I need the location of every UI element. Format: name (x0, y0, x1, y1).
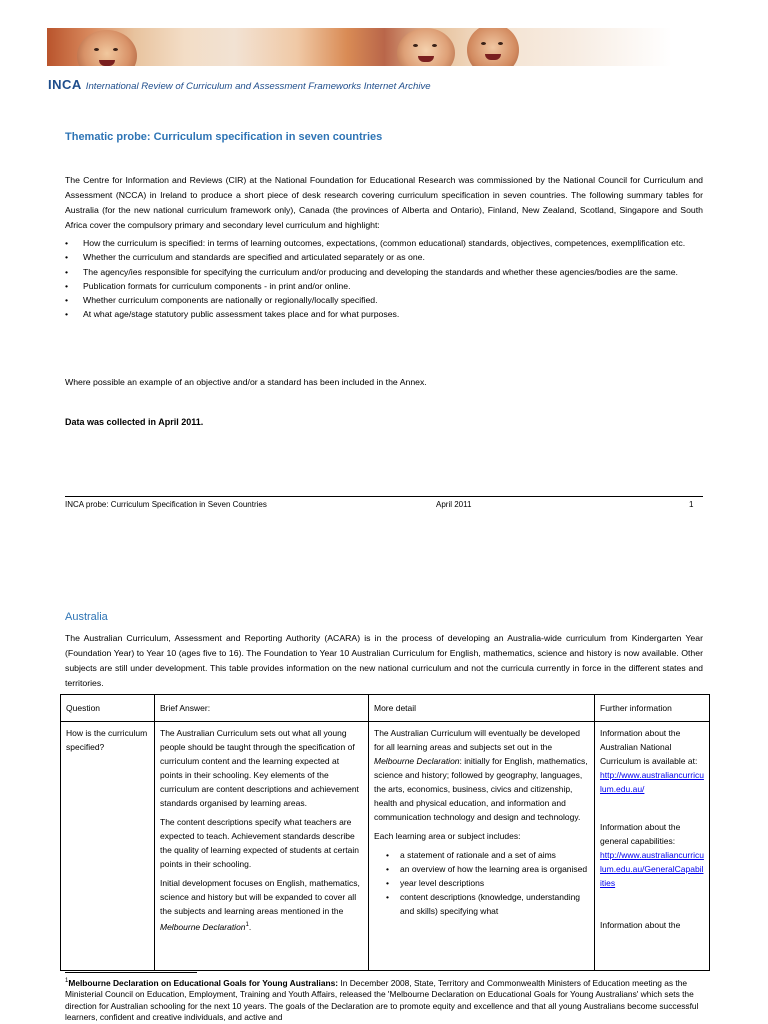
page-number: 1 (689, 500, 694, 509)
more-detail-cell (369, 722, 595, 971)
brief-paragraph: The content descriptions specify what teachers are expected to teach. Achievement standards describe the quality of learning expected of students at certain points in their schooling. (160, 817, 359, 869)
list-item: • At what age/stage statutory public assessment takes place and for what purposes. (65, 307, 703, 321)
header-banner-image (47, 28, 672, 66)
section-heading-australia: Australia (65, 611, 108, 623)
child-face-image (397, 28, 455, 66)
child-face-image (467, 28, 519, 66)
footnote-text: In December 2008, State, Territory and Commonwealth Ministers of Education meeting as the Ministerial Council on Education, Employment, Training and Youth Affairs, released the 'Melbourne Declaration on Educational Goals for Young Australians' which sets the direction for Australian schooling for the next 10 years. The goals of the Declaration are to promote equity and excellence and that all young Australians become successful learners, confident and creative individuals, and active and (65, 977, 699, 1023)
list-item: • The agency/ies responsible for specifying the curriculum and/or producing and developing the standards and whether these agencies/bodies are the same. (65, 265, 703, 279)
list-item: • year level descriptions (400, 876, 589, 890)
column-header: Further information (595, 695, 710, 722)
list-item: • content descriptions (knowledge, understanding and skills) specifying what (400, 890, 589, 918)
footer-date: April 2011 (436, 500, 472, 509)
list-item: • a statement of rationale and a set of aims (400, 848, 589, 862)
inca-logo: INCA (48, 77, 82, 92)
detail-paragraph: Each learning area or subject includes: (374, 831, 521, 841)
column-header: Question (61, 695, 155, 722)
child-face-image (77, 30, 137, 66)
annex-note: Where possible an example of an objective and/or a standard has been included in the Annex. (65, 377, 427, 387)
page-title: Thematic probe: Curriculum specification in seven countries (65, 131, 383, 143)
criteria-list (65, 236, 703, 322)
detail-list (374, 848, 589, 918)
table-row (61, 722, 710, 971)
info-text: Information about the Australian National Curriculum is available at: (600, 728, 698, 766)
column-header: More detail (369, 695, 595, 722)
list-item: • an overview of how the learning area is organised (400, 862, 589, 876)
info-text: Information about the general capabilities: (600, 822, 681, 846)
footnote-divider (65, 972, 197, 973)
footnote: $^1$Melbourne Declaration on Educational Goals for Young Australians: In December 2008, State, Territory and Commonwealth Ministers of Education meeting as the Ministerial Council on Education, Employment, Training and Youth Affairs, released the 'Melbourne Declaration on Educational Goals for Young Australians' which sets the direction for Australian schooling for the next 10 years. The goals of the Declaration are to promote equity and excellence and that all young Australians become successful learners, confident and creative individuals, and active and (65, 977, 699, 1023)
list-item: • Publication formats for curriculum components - in print and/or online. (65, 279, 703, 293)
data-collected-note: Data was collected in April 2011. (65, 417, 204, 427)
footnote-title: Melbourne Declaration on Educational Goals for Young Australians: (68, 977, 339, 988)
inca-header (48, 77, 431, 92)
inca-subtitle: International Review of Curriculum and Assessment Frameworks Internet Archive (85, 81, 431, 92)
footer-divider (65, 496, 703, 497)
further-info-cell (595, 722, 710, 971)
info-text: Information about the (600, 920, 681, 930)
brief-answer-cell (155, 722, 369, 971)
list-item: • Whether curriculum components are nationally or regionally/locally specified. (65, 293, 703, 307)
table-header-row (61, 695, 710, 722)
capabilities-link[interactable]: http://www.australiancurriculum.edu.au/GeneralCapabilities (600, 850, 704, 888)
australia-intro: The Australian Curriculum, Assessment and Reporting Authority (ACARA) is in the process of developing an Australia-wide curriculum from Kindergarten Year (Foundation Year) to Year 10 (ages five to 16). The Foundation to Year 10 Australian Curriculum for English, mathematics, science and history is now available. Other subjects are still under development. This table provides information on the new national curriculum and not the curricula currently in force in the different states and territories. (65, 633, 703, 688)
footer-title: INCA probe: Curriculum Specification in Seven Countries (65, 500, 267, 509)
question-cell (61, 722, 155, 971)
question-text: How is the curriculum specified? (66, 728, 148, 752)
list-item: • Whether the curriculum and standards are specified and articulated separately or as one. (65, 250, 703, 264)
curriculum-link[interactable]: http://www.australiancurriculum.edu.au/ (600, 770, 704, 794)
detail-paragraph: The Australian Curriculum will eventually be developed for all learning areas and subjects set out in the Melbourne Declaration: initially for English, mathematics, science and history; followed by geography, languages, the arts, economics, business, civics and citizenship, health and physical education, and information and communication technology and design and technology. (374, 728, 588, 822)
list-item: • How the curriculum is specified: in terms of learning outcomes, expectations, (common educational) standards, objectives, competences, exemplification etc. (65, 236, 703, 250)
brief-paragraph: Initial development focuses on English, mathematics, science and history but will be expanded to cover all the subjects and learning areas mentioned in the Melbourne Declaration$^1$. (160, 878, 360, 932)
brief-paragraph: The Australian Curriculum sets out what all young people should be taught through the specification of curriculum content and the learning expected at points in their schooling. Key elements of the curriculum are content descriptions and achievement standards organised by learning areas. (160, 728, 359, 808)
curriculum-table (60, 694, 710, 971)
intro-paragraph: The Centre for Information and Reviews (CIR) at the National Foundation for Educational Research was commissioned by the National Council for Curriculum and Assessment (NCCA) in Ireland to produce a short piece of desk research covering curriculum specification in seven countries. The following summary tables for Australia (for the new national curriculum framework only), Canada (the provinces of Alberta and Ontario), Finland, New Zealand, Scotland, Singapore and South Africa cover the compulsory primary and secondary level curriculum and highlight: (65, 175, 703, 230)
column-header: Brief Answer: (155, 695, 369, 722)
